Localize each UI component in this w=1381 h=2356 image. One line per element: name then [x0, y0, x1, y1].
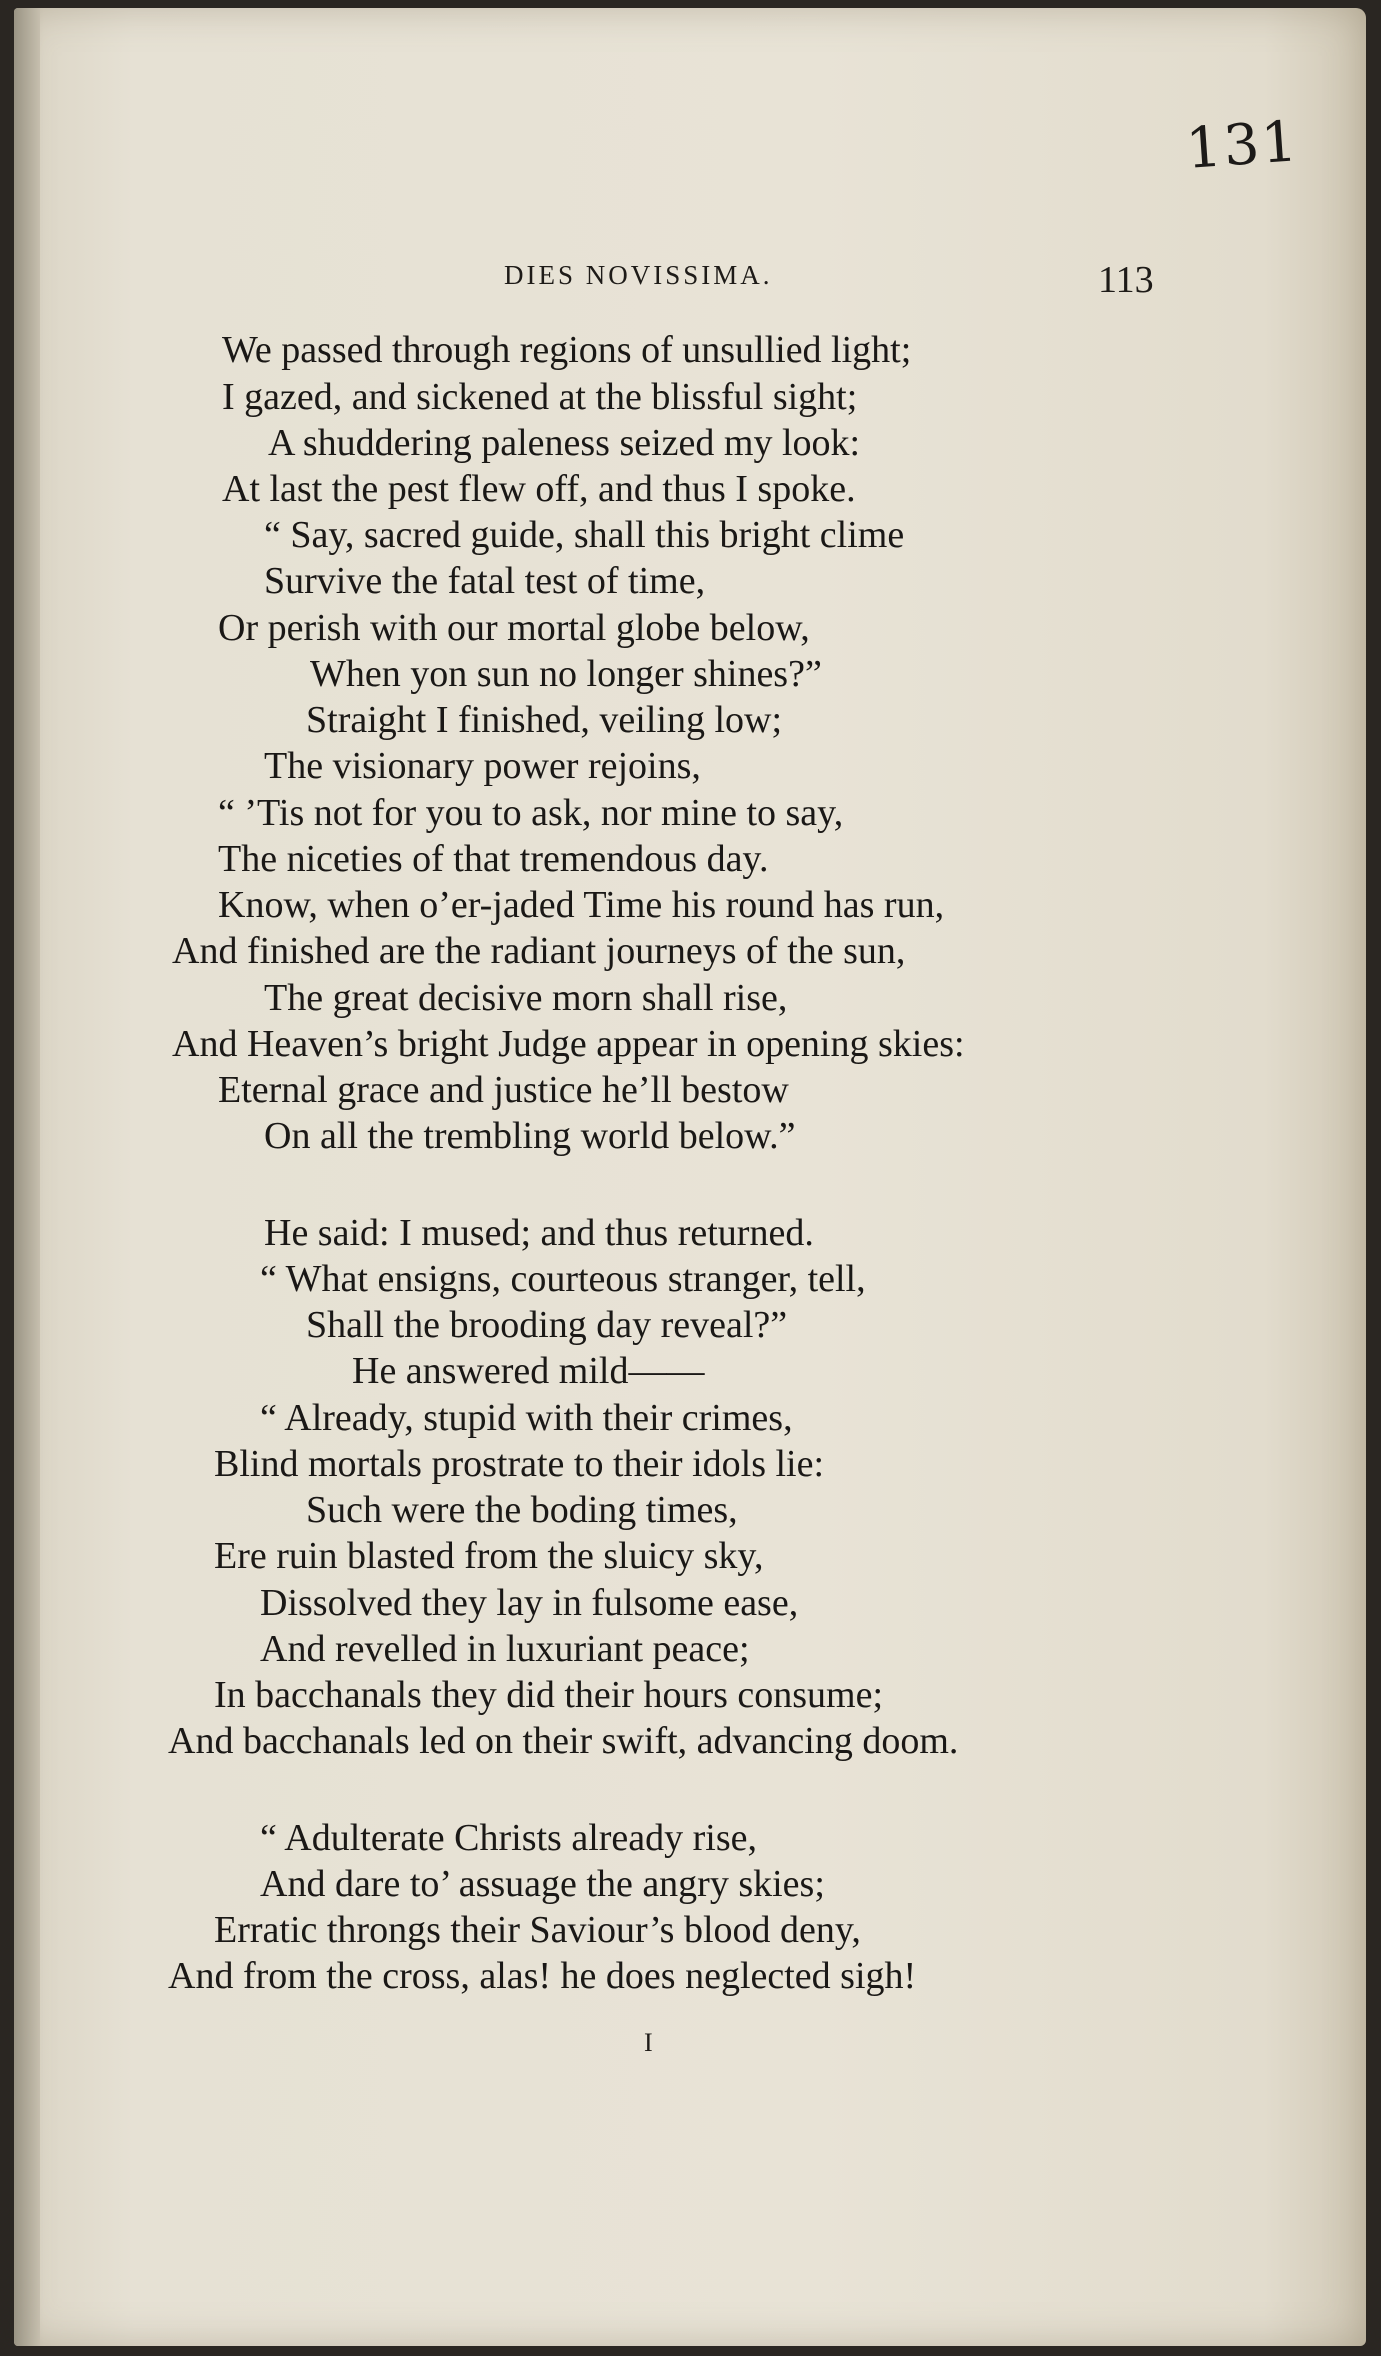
poem-line: I gazed, and sickened at the blissful sight;: [222, 376, 858, 418]
book-page: [14, 8, 1366, 2346]
poem-line: Survive the fatal test of time,: [264, 560, 706, 602]
poem-line: “ What ensigns, courteous stranger, tell,: [260, 1258, 866, 1300]
page-number: 113: [1098, 259, 1154, 301]
poem-line: And from the cross, alas! he does neglected sigh!: [168, 1955, 917, 1997]
poem-line: Such were the boding times,: [306, 1489, 738, 1531]
poem-line: “ Already, stupid with their crimes,: [260, 1397, 793, 1439]
poem-line: Shall the brooding day reveal?”: [306, 1304, 788, 1346]
poem-line: Erratic throngs their Saviour’s blood deny,: [214, 1909, 861, 1951]
poem-line: Ere ruin blasted from the sluicy sky,: [214, 1535, 764, 1577]
poem-line: “ Adulterate Christs already rise,: [260, 1817, 758, 1859]
poem-line: At last the pest flew off, and thus I spoke.: [222, 468, 856, 510]
poem-line: A shuddering paleness seized my look:: [268, 422, 861, 464]
running-head: DIES NOVISSIMA.: [504, 260, 773, 290]
poem-line: In bacchanals they did their hours consume;: [214, 1674, 884, 1716]
poem-line: And finished are the radiant journeys of the sun,: [172, 930, 906, 972]
poem-line: And bacchanals led on their swift, advancing doom.: [168, 1720, 959, 1762]
poem-line: On all the trembling world below.”: [264, 1115, 796, 1157]
poem-line: “ Say, sacred guide, shall this bright clime: [264, 514, 905, 556]
poem-line: He answered mild——: [352, 1350, 705, 1392]
poem-line: And dare to’ assuage the angry skies;: [260, 1863, 825, 1905]
poem-line: Or perish with our mortal globe below,: [218, 607, 810, 649]
signature-mark: I: [644, 2028, 653, 2057]
poem-line: We passed through regions of unsullied light;: [222, 329, 912, 371]
page-gutter: [14, 8, 40, 2346]
poem-line: He said: I mused; and thus returned.: [264, 1212, 814, 1254]
poem-line: When yon sun no longer shines?”: [310, 653, 822, 695]
poem-line: Straight I finished, veiling low;: [306, 699, 783, 741]
poem-line: And Heaven’s bright Judge appear in opening skies:: [172, 1023, 965, 1065]
poem-line: Blind mortals prostrate to their idols lie:: [214, 1443, 825, 1485]
handwritten-page-number: 131: [1183, 109, 1302, 182]
poem-line: “ ’Tis not for you to ask, nor mine to say,: [218, 792, 844, 834]
poem-line: The great decisive morn shall rise,: [264, 977, 788, 1019]
poem-line: Know, when o’er-jaded Time his round has run,: [218, 884, 945, 926]
poem-line: The niceties of that tremendous day.: [218, 838, 769, 880]
poem-line: Dissolved they lay in fulsome ease,: [260, 1582, 799, 1624]
poem-line: Eternal grace and justice he’ll bestow: [218, 1069, 789, 1111]
poem-line: And revelled in luxuriant peace;: [260, 1628, 750, 1670]
poem-line: The visionary power rejoins,: [264, 745, 701, 787]
